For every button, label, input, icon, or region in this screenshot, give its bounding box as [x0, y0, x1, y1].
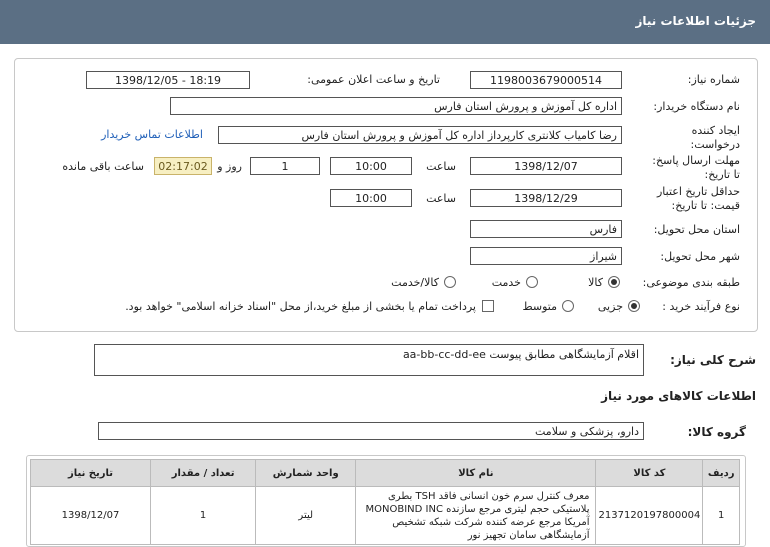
items-section-title: اطلاعات کالاهای مورد نیاز [601, 389, 756, 403]
deadline-time-label: ساعت [426, 160, 456, 173]
process-option-medium: متوسط [522, 300, 557, 313]
cell-name: معرف کنترل سرم خون انسانی فاقد TSH بطری پلاستیکی حجم لیتری مرجع سازنده MONOBIND INC آمریکا مرجع عرضه کننده شرکت شبکه تشخیص آزمایشگاهی سامان تجهیز نور [356, 487, 596, 545]
treasury-payment-note: پرداخت تمام یا بخشی از مبلغ خرید،از محل "اسناد خزانه اسلامی" خواهد بود. [125, 300, 476, 313]
city-field[interactable]: شیراز [470, 247, 622, 265]
days-label: روز و [217, 160, 242, 173]
process-option-minor: جزیی [597, 300, 623, 313]
cell-row: 1 [703, 487, 740, 545]
process-label: نوع فرآیند خرید : [662, 300, 740, 313]
col-header-name: نام کالا [356, 460, 596, 487]
need-number-field[interactable]: 1198003679000514 [470, 71, 622, 89]
items-table [30, 459, 740, 545]
col-header-date: تاریخ نیاز [31, 460, 151, 487]
cell-unit: لیتر [256, 487, 356, 545]
category-option-service: خدمت [491, 276, 521, 289]
validity-time-field[interactable]: 10:00 [330, 189, 412, 207]
cell-date: 1398/12/07 [31, 487, 151, 545]
announce-date-label: تاریخ و ساعت اعلان عمومی: [307, 73, 440, 86]
group-label: گروه کالا: [687, 425, 746, 439]
table-row[interactable] [31, 487, 740, 545]
category-option-goods: کالا [588, 276, 603, 289]
page-title: جزئیات اطلاعات نیاز [635, 14, 756, 28]
deadline-label: مهلت ارسال پاسخ: تا تاریخ: [652, 154, 740, 181]
process-radio-minor[interactable] [628, 300, 640, 312]
category-radio-goods-service[interactable] [444, 276, 456, 288]
table-header-row [31, 460, 740, 487]
col-header-qty: تعداد / مقدار [151, 460, 256, 487]
group-field[interactable]: دارو، پزشکی و سلامت [98, 422, 644, 440]
deadline-time-field[interactable]: 10:00 [330, 157, 412, 175]
days-field[interactable]: 1 [250, 157, 320, 175]
treasury-payment-checkbox[interactable] [482, 300, 494, 312]
process-radio-medium[interactable] [562, 300, 574, 312]
countdown-timer: 02:17:02 [154, 157, 212, 175]
remaining-label: ساعت باقی مانده [62, 160, 144, 173]
announce-date-field[interactable]: 1398/12/05 - 18:19 [86, 71, 250, 89]
province-label: استان محل تحویل: [653, 223, 740, 236]
col-header-row: ردیف [703, 460, 740, 487]
cell-qty: 1 [151, 487, 256, 545]
category-option-goods-service: کالا/خدمت [391, 276, 439, 289]
deadline-date-field[interactable]: 1398/12/07 [470, 157, 622, 175]
validity-label: حداقل تاریخ اعتبار قیمت: تا تاریخ: [656, 185, 740, 212]
creator-label: ایجاد کننده درخواست: [690, 124, 740, 151]
category-radio-goods[interactable] [608, 276, 620, 288]
summary-field[interactable] [94, 344, 644, 376]
cell-code: 2137120197800004 [596, 487, 703, 545]
category-radio-service[interactable] [526, 276, 538, 288]
summary-label: شرح کلی نیاز: [670, 353, 756, 367]
buyer-contact-link[interactable]: اطلاعات تماس خریدار [101, 128, 203, 141]
col-header-unit: واحد شمارش [256, 460, 356, 487]
validity-time-label: ساعت [426, 192, 456, 205]
col-header-code: کد کالا [596, 460, 703, 487]
summary-text: اقلام آزمایشگاهی مطابق پیوست aa-bb-cc-dd-ee [402, 348, 639, 361]
validity-date-field[interactable]: 1398/12/29 [470, 189, 622, 207]
buyer-label: نام دستگاه خریدار: [653, 100, 740, 113]
buyer-field[interactable]: اداره کل آموزش و پرورش استان فارس [170, 97, 622, 115]
province-field[interactable]: فارس [470, 220, 622, 238]
page-header [0, 0, 770, 44]
category-label: طبقه بندی موضوعی: [642, 276, 740, 289]
creator-field[interactable]: رضا کامیاب کلانتری کارپرداز اداره کل آموزش و پرورش استان فارس [218, 126, 622, 144]
need-number-label: شماره نیاز: [687, 73, 740, 86]
city-label: شهر محل تحویل: [660, 250, 740, 263]
